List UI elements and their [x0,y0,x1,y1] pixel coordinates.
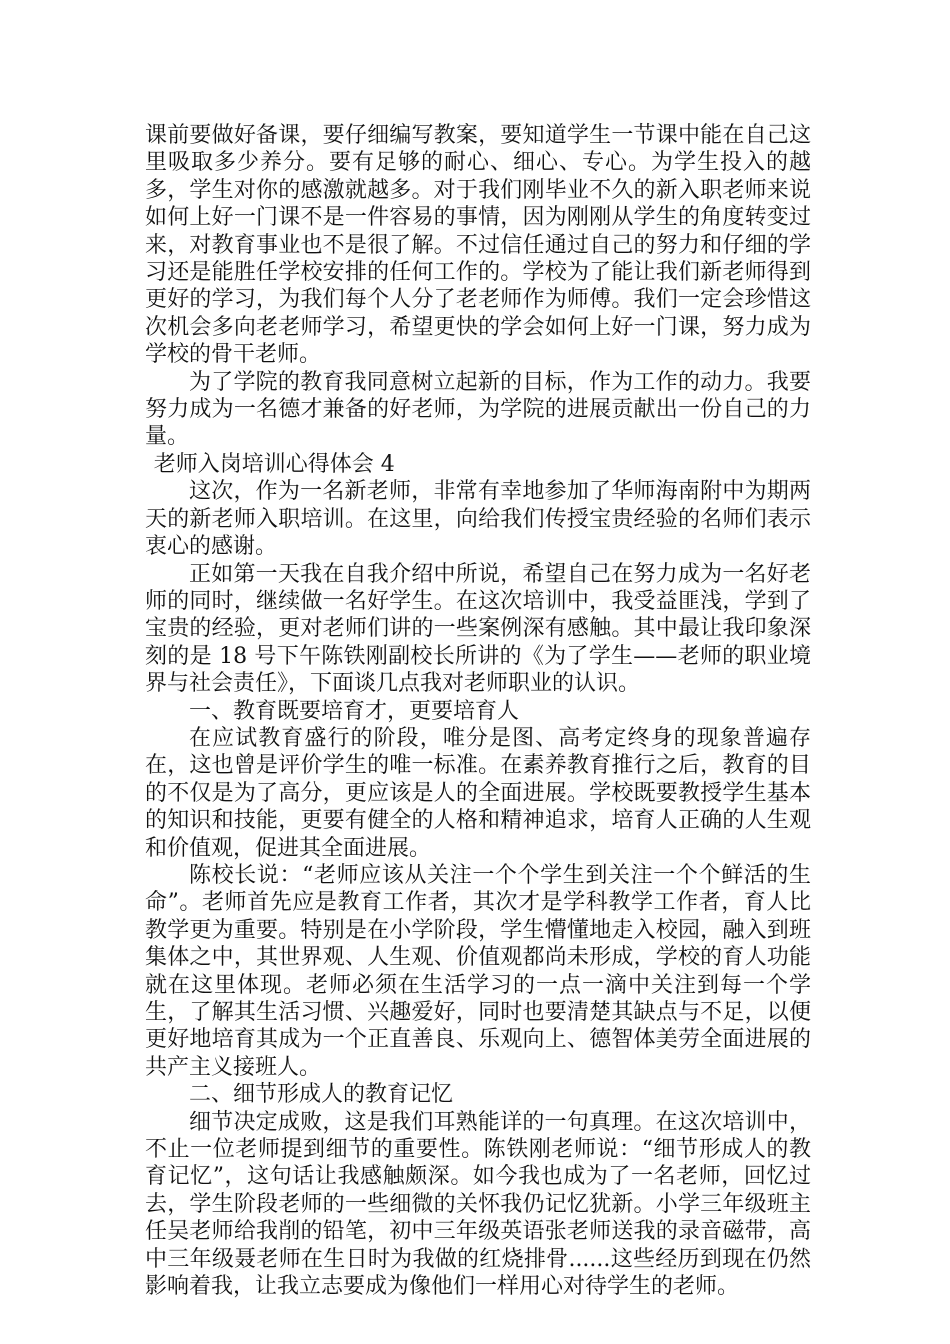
section-heading: 老师入岗培训心得体会 4 [153,451,395,477]
paragraph-1: 课前要做好备课，要仔细编写教案，要知道学生一节课中能在自己这里吸取多少养分。要有足够的耐心、细心、专心。为学生投入的越多，学生对你的感激就越多。对于我们刚毕业不久的新入职老师来说如何上好一门课不是一件容易的事情，因为刚刚从学生的角度转变过来，对教育事业也不是很了解。不过信任通过自己的努力和仔细的学习还是能胜任学校安排的任何工作的。学校为了能让我们新老师得到更好的学习，为我们每个人分了老老师作为师傅。我们一定会珍惜这次机会多向老老师学习，希望更快的学会如何上好一门课，努力成为学校的骨干老师。 [145,123,811,368]
paragraph-2: 为了学院的教育我同意树立起新的目标，作为工作的动力。我要努力成为一名德才兼备的好老师，为学院的进展贡献出一份自己的力量。 [145,369,811,450]
subheading-2: 二、细节形成人的教育记忆 [189,1082,454,1108]
paragraph-5: 在应试教育盛行的阶段，唯分是图、高考定终身的现象普遍存在，这也曾是评价学生的唯一标准。在素养教育推行之后，教育的目的不仅是为了高分，更应该是人的全面进展。学校既要教授学生基本的知识和技能，更要有健全的人格和精神追求，培育人正确的人生观和价值观，促进其全面进展。 [145,725,811,861]
paragraph-4: 正如第一天我在自我介绍中所说，希望自己在努力成为一名好老师的同时，继续做一名好学生。在这次培训中，我受益匪浅，学到了宝贵的经验，更对老师们讲的一些案例深有感触。其中最让我印象深刻的是 18 号下午陈铁刚副校长所讲的《为了学生——老师的职业境界与社会责任》，下面谈几点我对老师职业的认识。 [145,561,811,697]
document-page [145,122,811,1300]
paragraph-3: 这次，作为一名新老师，非常有幸地参加了华师海南附中为期两天的新老师入职培训。在这里，向给我们传授宝贵经验的名师们表示衷心的感谢。 [145,479,811,560]
paragraph-7: 细节决定成败，这是我们耳熟能详的一句真理。在这次培训中，不止一位老师提到细节的重要性。陈铁刚老师说：“细节形成人的教育记忆”，这句话让我感触颇深。如今我也成为了一名老师，回忆过去，学生阶段老师的一些细微的关怀我仍记忆犹新。小学三年级班主任吴老师给我削的铅笔，初中三年级英语张老师送我的录音磁带，高中三年级聂老师在生日时为我做的红烧排骨......这些经历到现在仍然影响着我，让我立志要成为像他们一样用心对待学生的老师。 [145,1109,811,1300]
subheading-1: 一、教育既要培育才，更要培育人 [189,698,520,724]
paragraph-6: 陈校长说：“老师应该从关注一个个学生到关注一个个鲜活的生命”。老师首先应是教育工作者，其次才是学科教学工作者，育人比教学更为重要。特别是在小学阶段，学生懵懂地走入校园，融入到班集体之中，其世界观、人生观、价值观都尚未形成，学校的育人功能就在这里体现。老师必须在生活学习的一点一滴中关注到每一个学生，了解其生活习惯、兴趣爱好，同时也要清楚其缺点与不足，以便更好地培育其成为一个正直善良、乐观向上、德智体美劳全面进展的共产主义接班人。 [145,862,811,1080]
